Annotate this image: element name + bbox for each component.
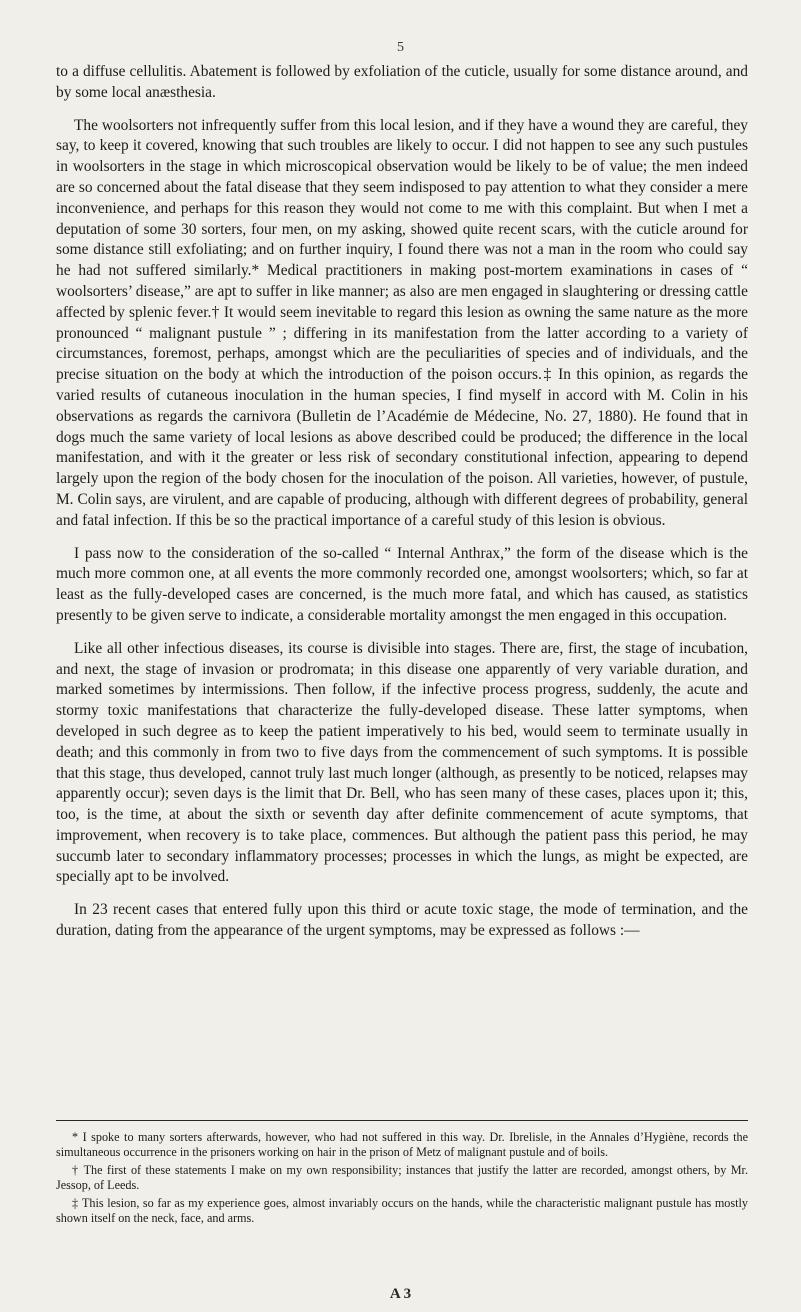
paragraph: to a diffuse cellulitis. Abatement is followed by exfoliation of the cuticle, usually for some distance around, and by some local anæsthesia. (56, 63, 748, 101)
footnote-divider (56, 1120, 748, 1121)
paragraph: The woolsorters not infrequently suffer from this local lesion, and if they have a wound they are careful, they say, to keep it covered, knowing that such troubles are likely to occur. I did not happen to see any such pustules in woolsorters in the stage in which microscopical observation would be likely to be of value; the men indeed are so concerned about the fatal disease that they seem indisposed to pay attention to what they consider a mere inconvenience, and perhaps for this reason they would not come to me with this complaint. But when I met a deputation of some 30 sorters, four men, on my asking, showed quite recent scars, with the cuticle around for some distance still exfoliating; and on further inquiry, I found there was not a man in the room who could say he had not suffered similarly.* Medical practitioners in making post-mortem examinations in cases of “ woolsorters’ disease,” are apt to suffer in like manner; as also are men engaged in slaughtering or dressing cattle affected by splenic fever.† It would seem inevitable to regard this lesion as owning the same nature as the more pronounced “ malignant pustule ” ; differing in its manifestation from the latter according to a variety of circumstances, foremost, perhaps, amongst which are the peculiarities of species and of individuals, and the precise situation on the body at which the introduction of the poison occurs.‡ In this opinion, as regards the varied results of cutaneous inoculation in the human species, I find myself in accord with M. Colin in his observations as regards the carnivora (Bulletin de l’Académie de Médecine, No. 27, 1880). He found that in dogs much the same variety of local lesions as above described could be produced; the difference in the local manifestation, and with it the greater or less risk of secondary constitutional infection, appearing to depend largely upon the region of the body chosen for the inoculation of the poison. All varieties, however, of pustule, M. Colin says, are virulent, and are capable of producing, although with different degrees of probability, general and fatal infection. If this be so the practical importance of a careful study of this lesion is obvious. (56, 116, 748, 529)
footnote: ‡ This lesion, so far as my experience goes, almost invariably occurs on the hands, while the characteristic malignant pustule has mostly shown itself on the neck, face, and arms. (56, 1195, 748, 1226)
paragraph: Like all other infectious diseases, its course is divisible into stages. There are, first, the stage of incubation, and next, the stage of invasion or prodromata; in this disease one apparently of very variable duration, and marked sometimes by intermissions. Then follow, if the infective process progress, suddenly, the acute and stormy toxic manifestations that characterize the fully-developed disease. These latter symptoms, when developed in such degree as to keep the patient imperatively to his bed, would seem to terminate usually in death; and this commonly in from two to five days from the commencement of such symptoms. It is possible that this stage, thus developed, cannot truly last much longer (although, as presently to be noticed, relapses may apparently occur); seven days is the limit that Dr. Bell, who has seen many of these cases, places upon it; this, too, is the time, at about the sixth or seventh day after definite commencement of acute symptoms, that improvement, when recovery is to take place, commences. But although the patient pass this period, he may succumb later to secondary inflammatory processes; processes in which the lungs, as might be expected, are specially apt to be involved. (56, 639, 748, 886)
paragraph: I pass now to the consideration of the so-called “ Internal Anthrax,” the form of the disease which is the much more common one, at all events the more commonly recorded one, amongst woolsorters; which, so far at least as the fully-developed cases are concerned, is the much more fatal, and which has caused, as statistics presently to be given serve to indicate, a considerable mortality amongst the men engaged in this occupation. (56, 544, 748, 624)
signature-mark: A 3 (389, 1286, 412, 1302)
paragraph: In 23 recent cases that entered fully upon this third or acute toxic stage, the mode of termination, and the duration, dating from the appearance of the urgent symptoms, may be expressed as follows :— (56, 901, 748, 940)
footnotes (56, 1130, 748, 1228)
footnote: * I spoke to many sorters afterwards, however, who had not suffered in this way. Dr. Ibrelisle, in the Annales d’Hygiène, records the simultaneous occurrence in the prisoners working on hair in the prison of Metz of malignant pustule and of boils. (56, 1130, 748, 1160)
page-number: 5 (397, 40, 404, 55)
footnote: † The first of these statements I make on my own responsibility; instances that justify the latter are recorded, amongst others, by Mr. Jessop, of Leeds. (56, 1162, 748, 1193)
body-text (56, 62, 748, 954)
